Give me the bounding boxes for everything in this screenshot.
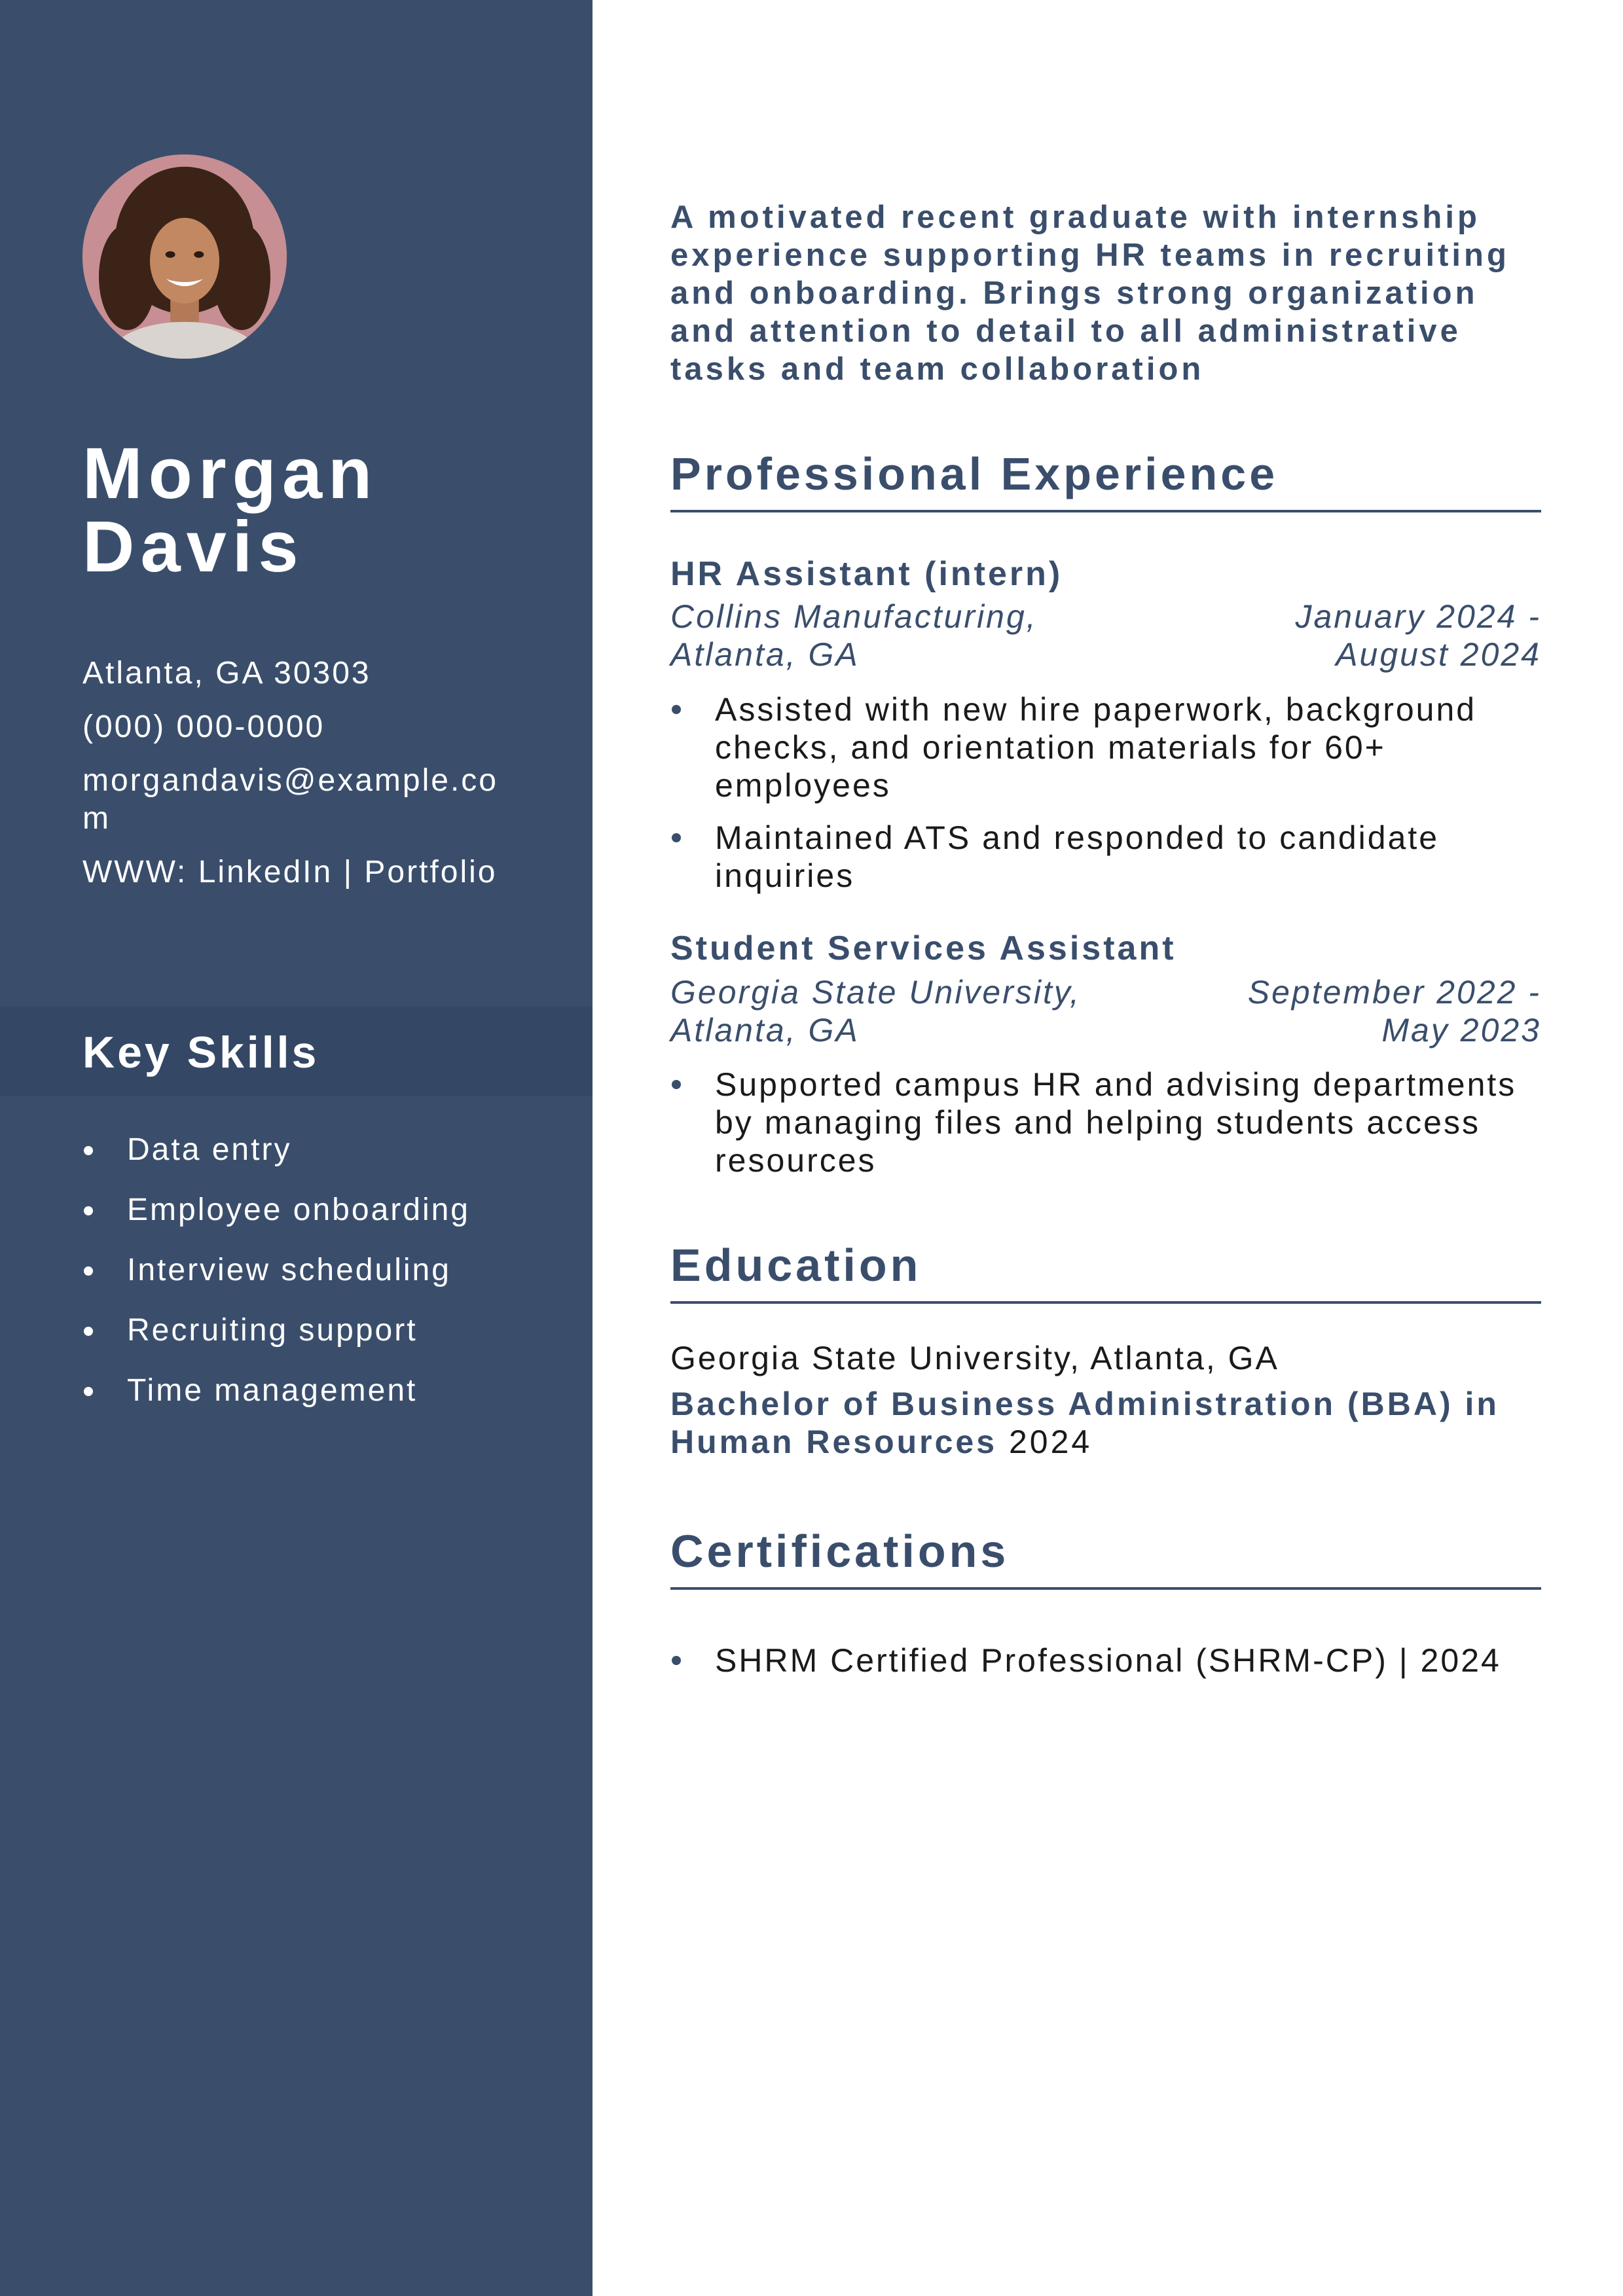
- job-company-location: Atlanta, GA: [670, 636, 860, 673]
- job-bullet: Assisted with new hire paperwork, background checks, and orientation materials for 60+ employees: [670, 691, 1541, 804]
- job-meta: [670, 598, 1541, 673]
- skill-item: Employee onboarding: [82, 1187, 470, 1247]
- skill-item: Interview scheduling: [82, 1247, 470, 1308]
- skill-item: Time management: [82, 1368, 470, 1428]
- education-section-title: Education: [670, 1238, 1541, 1304]
- job-company-location: Atlanta, GA: [670, 1012, 860, 1049]
- job-dates: [1295, 598, 1541, 673]
- job-dates-end: August 2024: [1336, 636, 1541, 673]
- skill-item: Data entry: [82, 1127, 470, 1187]
- job-dates-end: May 2023: [1381, 1012, 1541, 1049]
- email-link[interactable]: morgandavis@example.com: [82, 763, 498, 836]
- job-dates: [1248, 973, 1541, 1049]
- education-year: 2024: [1008, 1424, 1093, 1460]
- sidebar: [0, 0, 593, 2296]
- job-bullet: Supported campus HR and advising departments by managing files and helping students access resources: [670, 1066, 1541, 1179]
- job-company-name: Collins Manufacturing,: [670, 598, 1038, 635]
- summary-text: A motivated recent graduate with internship experience supporting HR teams in recruiting and onboarding. Brings strong organization and attention to detail to all administrative tasks and team collaboration: [670, 200, 1510, 387]
- phone-text: (000) 000-0000: [82, 709, 325, 744]
- job-bullets: [670, 1066, 1541, 1194]
- web-prefix: WWW:: [82, 855, 188, 889]
- job-dates-start: September 2022 -: [1247, 974, 1541, 1011]
- first-name: Morgan: [82, 433, 378, 514]
- skills-list: [82, 1127, 470, 1428]
- certifications-list: [670, 1641, 1541, 1694]
- contact-info: [82, 655, 515, 907]
- education-degree: Bachelor of Business Administration (BBA) in Human Resources: [670, 1386, 1499, 1460]
- job-bullet: Maintained ATS and responded to candidate inquiries: [670, 819, 1541, 895]
- job-title: HR Assistant (intern): [670, 555, 1063, 593]
- last-name: Davis: [82, 507, 304, 587]
- job-bullets: [670, 691, 1541, 909]
- education-degree-line: [670, 1385, 1541, 1461]
- job-company: [670, 598, 1038, 673]
- location-text: Atlanta, GA 30303: [82, 656, 371, 691]
- profile-photo: [82, 154, 287, 359]
- job-meta: [670, 973, 1541, 1049]
- linkedin-link[interactable]: LinkedIn: [198, 855, 333, 889]
- link-separator: |: [343, 855, 354, 889]
- job-title: Student Services Assistant: [670, 929, 1176, 967]
- web-links: [82, 853, 515, 891]
- skills-title: Key Skills: [82, 1028, 319, 1077]
- person-name: [82, 433, 378, 587]
- certification-item: SHRM Certified Professional (SHRM-CP) | 2024: [670, 1641, 1541, 1679]
- job-dates-start: January 2024 -: [1295, 598, 1541, 635]
- education-school: Georgia State University, Atlanta, GA: [670, 1340, 1279, 1376]
- job-company: [670, 973, 1081, 1049]
- skill-item: Recruiting support: [82, 1308, 470, 1368]
- experience-section-title: Professional Experience: [670, 447, 1541, 512]
- profile-photo-illustration: [82, 154, 287, 359]
- certifications-section-title: Certifications: [670, 1524, 1541, 1590]
- portfolio-link[interactable]: Portfolio: [364, 855, 498, 889]
- job-company-name: Georgia State University,: [670, 974, 1082, 1011]
